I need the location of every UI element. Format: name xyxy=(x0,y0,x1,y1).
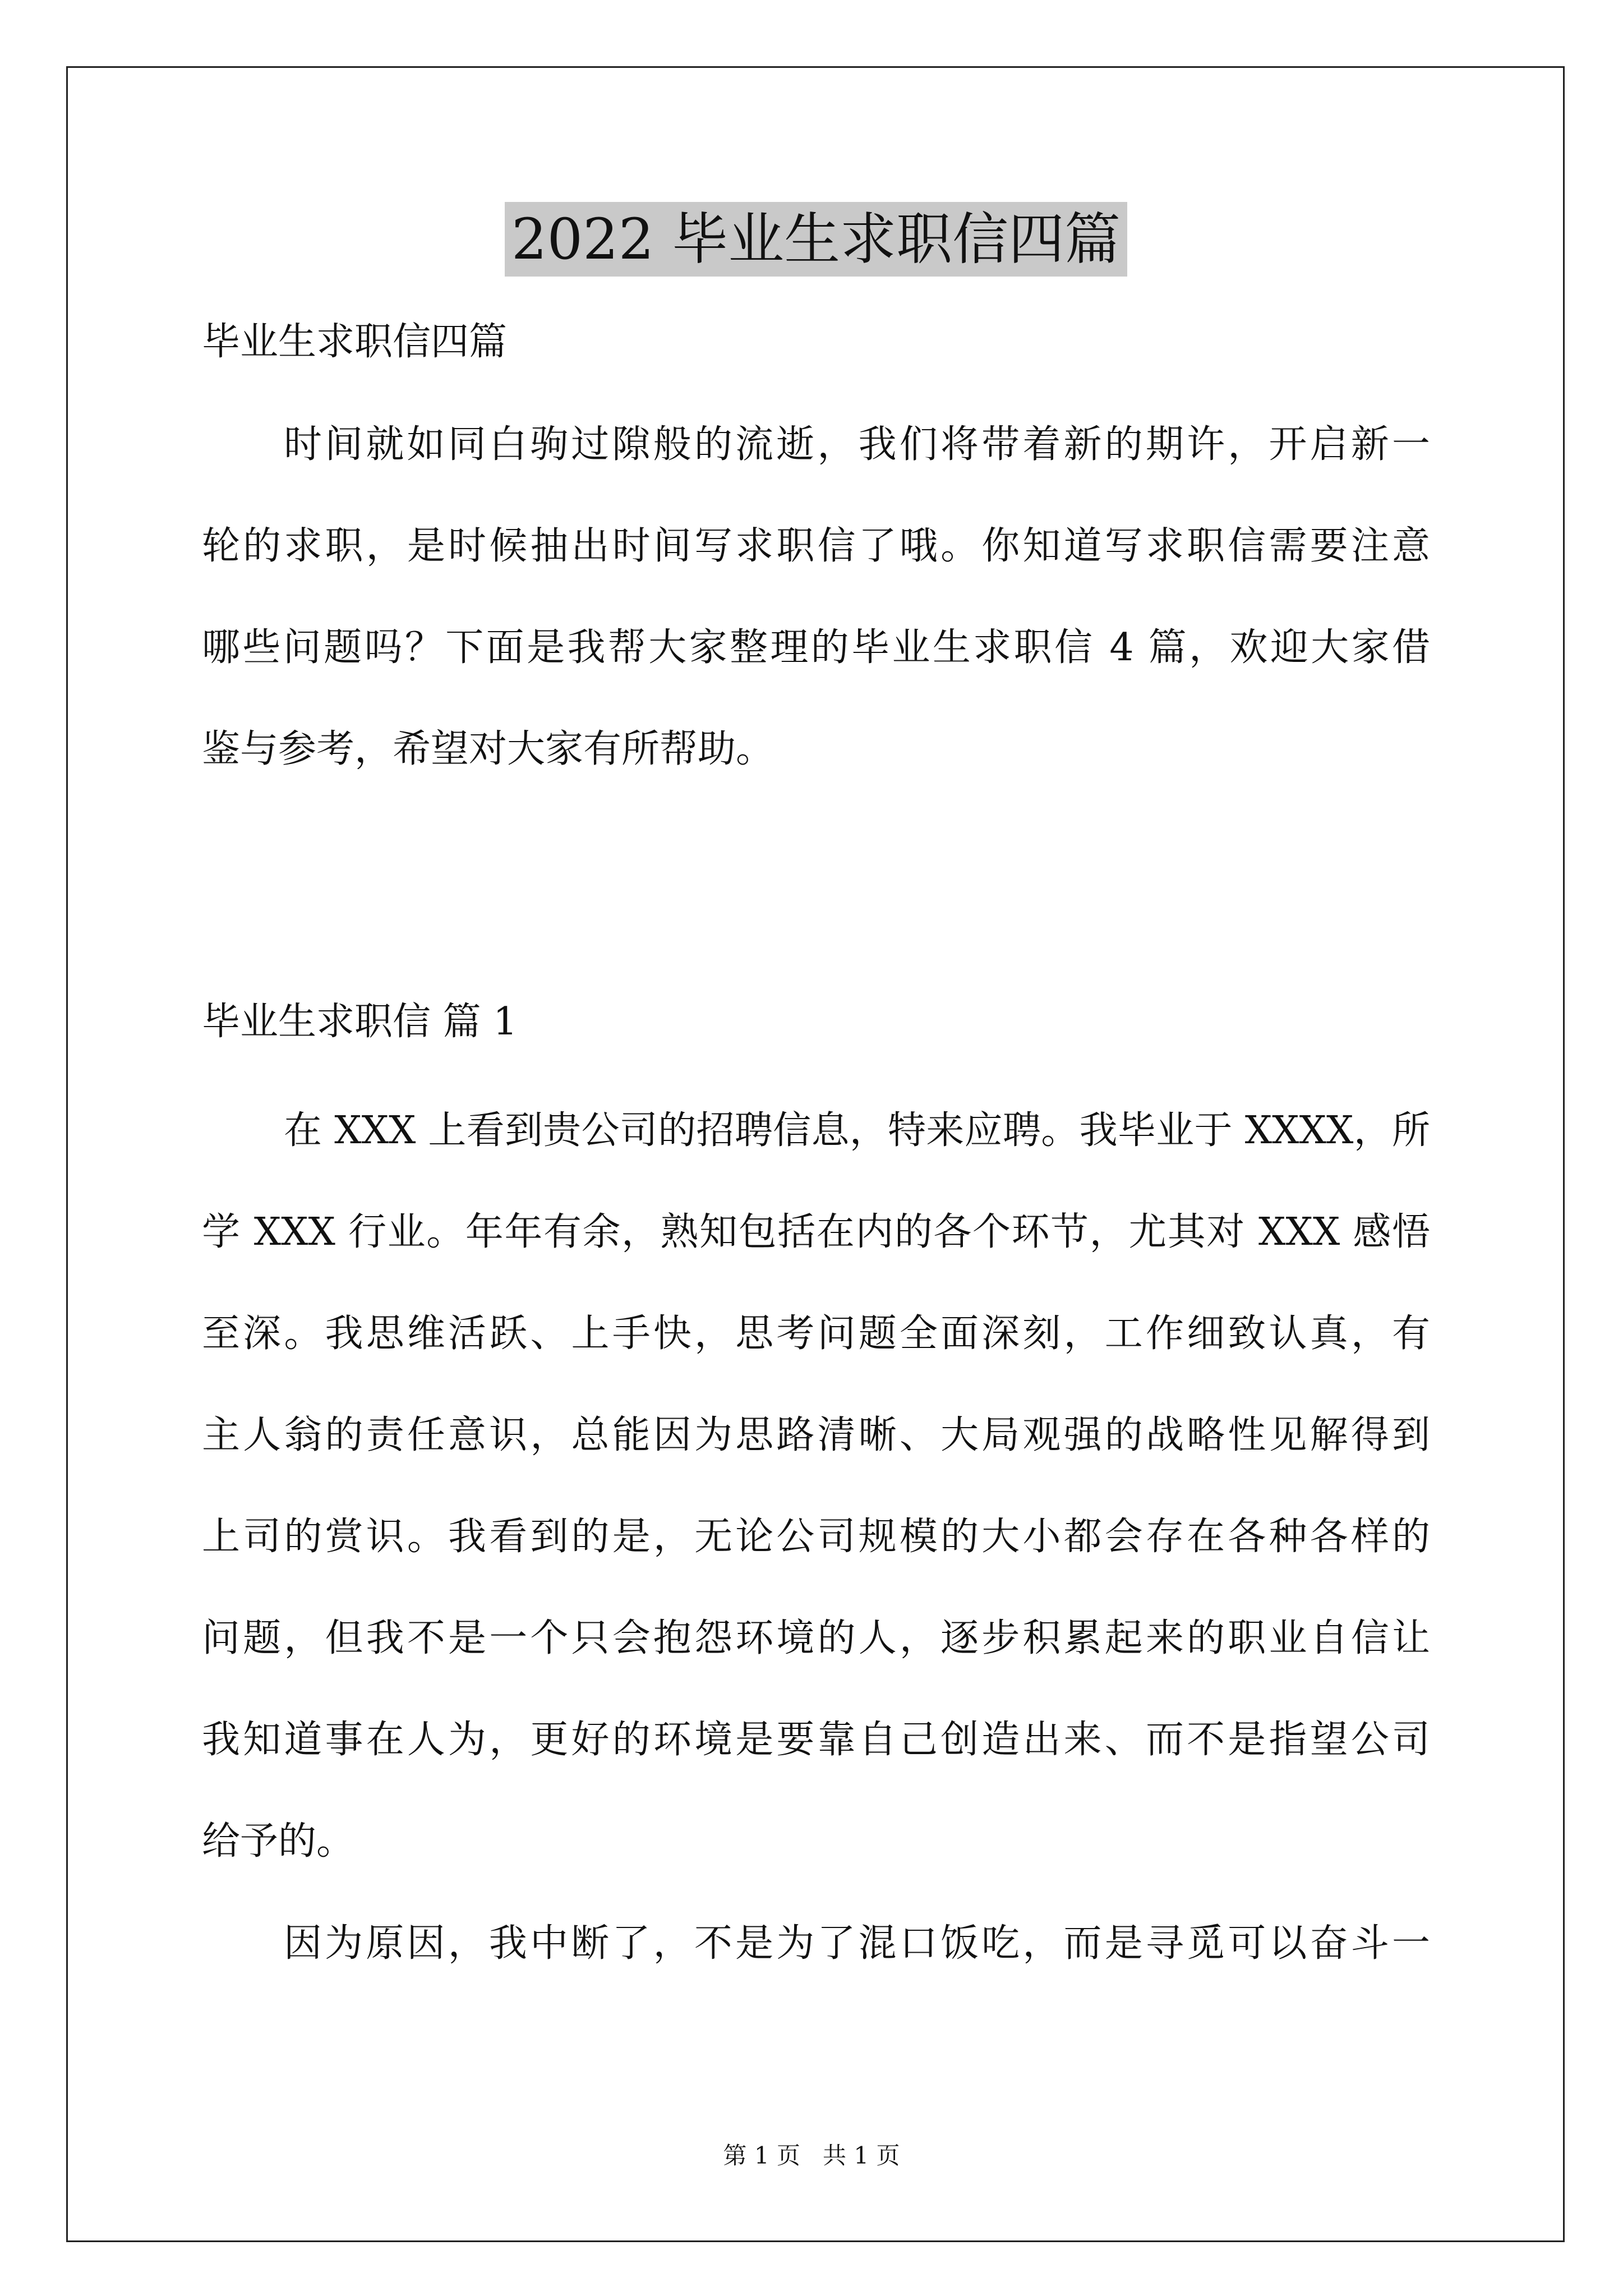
section-heading-block xyxy=(202,971,1430,1073)
paragraph-line: 给予的。 xyxy=(202,1819,355,1864)
next-paragraph xyxy=(202,1893,1430,1994)
document-subtitle: 毕业生求职信四篇 xyxy=(202,320,508,364)
paragraph-line: 因为原因，我中断了，不是为了混口饭吃，而是寻觅可以奋斗一 xyxy=(284,1921,1430,1966)
paragraph-line: 时间就如同白驹过隙般的流逝，我们将带着新的期许，开启新一 xyxy=(284,422,1430,467)
subtitle-block xyxy=(202,291,1430,393)
paragraph-line: 上司的赏识。我看到的是，无论公司规模的大小都会存在各种各样的 xyxy=(202,1515,1430,1559)
section-heading: 毕业生求职信 篇 1 xyxy=(202,1000,518,1044)
intro-paragraph xyxy=(202,394,1430,800)
paragraph-line: 问题，但我不是一个只会抱怨环境的人，逐步积累起来的职业自信让 xyxy=(202,1616,1430,1660)
paragraph-line: 我知道事在人为，更好的环境是要靠自己创造出来、而不是指望公司 xyxy=(202,1718,1430,1762)
letter-paragraph xyxy=(202,1080,1430,1892)
page-footer: 第 1 页 共 1 页 xyxy=(723,2142,900,2169)
paragraph-line: 轮的求职，是时候抽出时间写求职信了哦。你知道写求职信需要注意 xyxy=(202,524,1430,568)
paragraph-line: 至深。我思维活跃、上手快，思考问题全面深刻，工作细致认真，有 xyxy=(202,1312,1430,1356)
paragraph-line: 主人翁的责任意识，总能因为思路清晰、大局观强的战略性见解得到 xyxy=(202,1413,1430,1457)
paragraph-line: 哪些问题吗？下面是我帮大家整理的毕业生求职信 4 篇，欢迎大家借 xyxy=(202,625,1430,670)
paragraph-line: 鉴与参考，希望对大家有所帮助。 xyxy=(202,727,774,771)
document-title: 2022 毕业生求职信四篇 xyxy=(505,202,1127,277)
paragraph-line: 在 XXX 上看到贵公司的招聘信息，特来应聘。我毕业于 XXXX，所 xyxy=(284,1108,1430,1153)
paragraph-line: 学 XXX 行业。年年有余，熟知包括在内的各个环节，尤其对 XXX 感悟 xyxy=(202,1210,1430,1254)
